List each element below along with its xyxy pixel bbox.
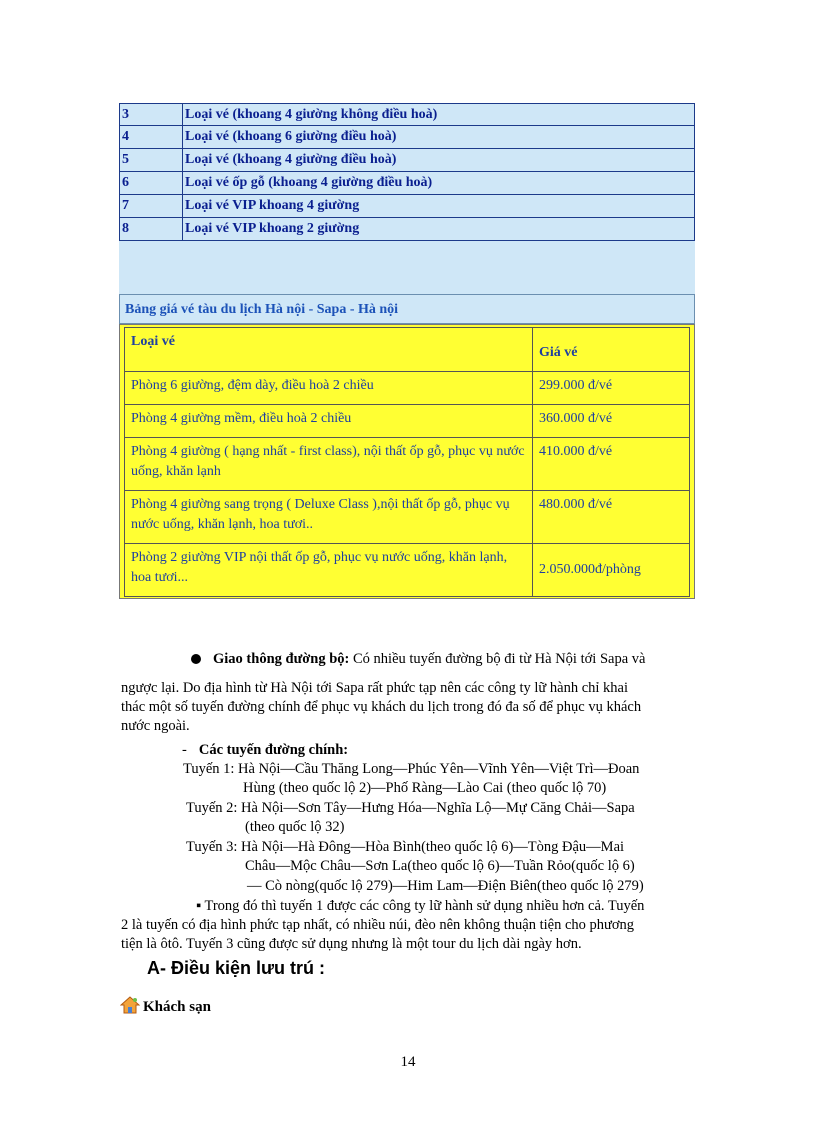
table-row: [119, 126, 695, 149]
row-number: 6: [120, 172, 183, 194]
table-row: [125, 405, 690, 438]
row-label: Loại vé (khoang 4 giường điều hoà): [185, 152, 397, 167]
ticket-type-table: [119, 103, 695, 295]
price-cell: 410.000 đ/vé: [533, 438, 690, 491]
routes-heading-text: Các tuyến đường chính:: [198, 742, 349, 758]
paragraph-line: tiện là ôtô. Tuyến 3 cũng được sử dụng nhưng là một tour du lịch dài ngày hơn.: [121, 936, 582, 952]
paragraph-line: ngược lại. Do địa hình từ Hà Nội tới Sapa rất phức tạp nên các công ty lữ hành chỉ khai: [121, 680, 629, 696]
type-cell: Phòng 4 giường sang trọng ( Deluxe Class ),nội thất ốp gỗ, phục vụ nước uống, khăn lạnh, hoa tươi..: [125, 491, 533, 544]
paragraph-line: nước ngoài.: [121, 718, 190, 734]
price-cell: 360.000 đ/vé: [533, 405, 690, 438]
price-cell: 480.000 đ/vé: [533, 491, 690, 544]
route-line: — Cò nòng(quốc lộ 279)—Him Lam—Điện Biên(theo quốc lộ 279): [247, 878, 644, 894]
price-cell: 2.050.000đ/phòng: [533, 544, 690, 597]
header-type: Loại vé: [125, 328, 533, 372]
table-row: [125, 438, 690, 491]
hotel-label: Khách sạn: [143, 999, 211, 1015]
table-row: [125, 372, 690, 405]
route-line: Hùng (theo quốc lộ 2)—Phố Ràng—Lào Cai (theo quốc lộ 70): [243, 780, 607, 796]
route-line: Tuyến 1: Hà Nội—Cầu Thăng Long—Phúc Yên—Vĩnh Yên—Việt Trì—Đoan: [183, 761, 640, 777]
type-cell: Phòng 4 giường ( hạng nhất - first class), nội thất ốp gỗ, phục vụ nước uống, khăn lạnh: [125, 438, 533, 491]
route-line: Tuyến 2: Hà Nội—Sơn Tây—Hưng Hóa—Nghĩa Lộ—Mự Căng Chải—Sapa: [186, 800, 635, 816]
price-table: [119, 324, 695, 599]
row-label: Loại vé VIP khoang 4 giường: [185, 198, 360, 213]
hotel-icon: [120, 996, 140, 1014]
road-intro-text: Có nhiều tuyến đường bộ đi từ Hà Nội tới Sapa và: [349, 651, 646, 667]
route-line: Tuyến 3: Hà Nội—Hà Đông—Hòa Bình(theo quốc lộ 6)—Tòng Đậu—Mai: [186, 839, 625, 855]
route-line: Châu—Mộc Châu—Sơn La(theo quốc lộ 6)—Tuần Rỏo(quốc lộ 6): [245, 858, 635, 874]
paragraph-line: thác một số tuyến đường chính để phục vụ khách du lịch trong đó đa số để phục vụ khách: [121, 699, 642, 715]
type-cell: Phòng 6 giường, đệm dày, điều hoà 2 chiều: [125, 372, 533, 405]
row-number: 7: [120, 195, 183, 217]
table-row: [125, 544, 690, 597]
route-line: (theo quốc lộ 32): [245, 819, 345, 835]
paragraph-line: ▪ Trong đó thì tuyến 1 được các công ty lữ hành sử dụng nhiều hơn cả. Tuyến: [196, 898, 645, 914]
row-label: Loại vé VIP khoang 2 giường: [185, 221, 360, 236]
section-heading: A- Điều kiện lưu trú :: [147, 958, 326, 978]
price-cell: 299.000 đ/vé: [533, 372, 690, 405]
table-spacer: [119, 241, 695, 295]
table-row: [119, 149, 695, 172]
paragraph-line: 2 là tuyến có địa hình phức tạp nhất, có nhiều núi, đèo nên không thuận tiện cho phương: [121, 917, 635, 933]
row-number: 5: [120, 149, 183, 171]
table-row: [119, 172, 695, 195]
table-row: [119, 195, 695, 218]
routes-heading: - Các tuyến đường chính:: [182, 742, 349, 758]
table-row: [119, 218, 695, 241]
row-number: 8: [120, 218, 183, 240]
road-heading: Giao thông đường bộ:: [213, 651, 350, 667]
table-row: [119, 103, 695, 126]
row-number: 3: [120, 104, 183, 125]
type-cell: Phòng 2 giường VIP nội thất ốp gỗ, phục vụ nước uống, khăn lạnh, hoa tươi...: [125, 544, 533, 597]
row-label: Loại vé (khoang 6 giường điều hoà): [185, 129, 397, 144]
table-row: [125, 491, 690, 544]
row-label: Loại vé ốp gỗ (khoang 4 giường điều hoà): [185, 175, 433, 190]
table-header-row: [125, 328, 690, 372]
row-number: 4: [120, 126, 183, 148]
type-cell: Phòng 4 giường mềm, điều hoà 2 chiều: [125, 405, 533, 438]
row-label: Loại vé (khoang 4 giường không điều hoà): [185, 107, 438, 122]
price-table-title: Bảng giá vé tàu du lịch Hà nội - Sapa - Hà nội: [119, 294, 695, 324]
page-number: 14: [400, 1054, 416, 1070]
road-intro-line: [213, 650, 645, 669]
bullet-icon: [191, 654, 201, 664]
header-price: Giá vé: [533, 328, 690, 372]
